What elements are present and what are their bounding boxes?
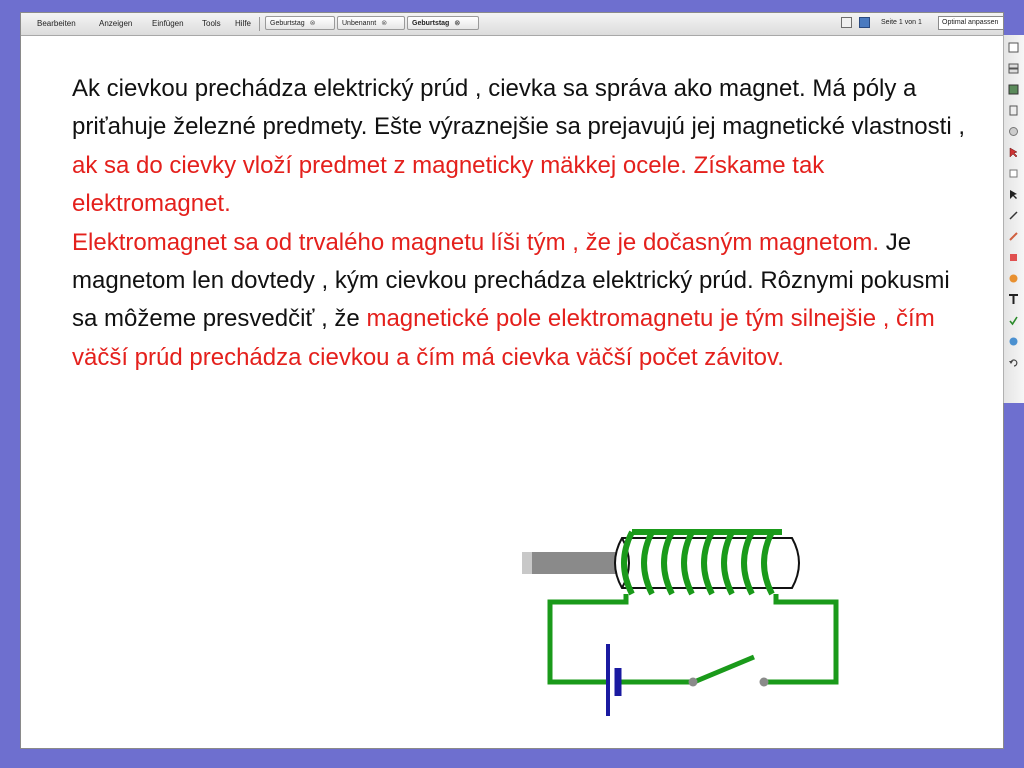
menu-einfuegen[interactable]: Einfügen: [152, 19, 184, 28]
pen-icon[interactable]: [1007, 167, 1020, 180]
zoom-icon[interactable]: [1007, 314, 1020, 327]
paragraph-coil-magnet: [72, 70, 972, 224]
close-tab-icon[interactable]: ⊗: [454, 20, 461, 27]
screen-view-icon[interactable]: [859, 17, 870, 28]
highlighted-text: Elektromagnet sa od trvalého magnetu líši tým , že je dočasným magnetom.: [72, 228, 880, 256]
menu-bar: [21, 13, 1003, 36]
highlighter-icon[interactable]: [1007, 188, 1020, 201]
text-icon[interactable]: [1007, 272, 1020, 285]
attachment-icon[interactable]: [1007, 104, 1020, 117]
tab-geburtstag-active[interactable]: [407, 16, 479, 30]
eraser-icon[interactable]: [1007, 209, 1020, 222]
capture-icon[interactable]: [1007, 335, 1020, 348]
tab-unbenannt[interactable]: [337, 16, 405, 30]
close-tab-icon[interactable]: ⊗: [309, 20, 316, 27]
paragraph-electromagnet: [72, 224, 972, 378]
page-status: Seite 1 von 1: [881, 19, 922, 26]
circuit-wires: [550, 594, 836, 682]
menu-hilfe[interactable]: Hilfe: [235, 19, 252, 28]
document-view-icon[interactable]: [841, 17, 852, 28]
tab-label: Geburtstag: [412, 20, 450, 27]
magic-pen-icon[interactable]: [1007, 125, 1020, 138]
menu-tools[interactable]: Tools: [202, 19, 221, 28]
iron-core-highlight: [522, 552, 532, 574]
tab-geburtstag-1[interactable]: [265, 16, 335, 30]
undo-icon[interactable]: [1007, 356, 1020, 369]
body-text: Ak cievkou prechádza elektrický prúd , cievka sa správa ako magnet. Má póly a priťahuje železné predmety. Ešte výraznejšie sa prejavujú jej magnetické vlastnosti ,: [72, 75, 965, 141]
switch-contact-right: [760, 678, 769, 687]
tab-label: Geburtstag: [270, 20, 305, 27]
page-sorter-icon[interactable]: [1007, 62, 1020, 75]
menu-anzeigen[interactable]: Anzeigen: [99, 19, 133, 28]
electromagnet-circuit-diagram: [518, 518, 848, 718]
select-icon[interactable]: [1007, 41, 1020, 54]
gallery-icon[interactable]: [1007, 83, 1020, 96]
zoom-select[interactable]: Optimal anpassen: [938, 16, 1004, 30]
menu-bearbeiten[interactable]: Bearbeiten: [37, 19, 76, 28]
highlighted-text: ak sa do cievky vloží predmet z magneticky mäkkej ocele. Získame tak elektromagnet.: [72, 151, 825, 218]
close-tab-icon[interactable]: ⊗: [381, 20, 388, 27]
fill-icon[interactable]: [1007, 251, 1020, 264]
highlighted-text: magnetické pole elektromagnetu je tým silnejšie , čím väčší prúd prechádza cievkou a čím má cievka väčší počet závitov.: [72, 305, 935, 371]
shapes-icon[interactable]: [1007, 230, 1020, 243]
tab-label: Unbenannt: [342, 20, 377, 27]
pointer-icon[interactable]: [1007, 146, 1020, 159]
body-text: Je magnetom len dovtedy , kým cievkou prechádza elektrický prúd. Rôznymi pokusmi sa môžeme presvedčiť , že: [72, 228, 950, 333]
properties-icon[interactable]: [1007, 293, 1020, 306]
switch-contact-left: [689, 678, 698, 687]
menu-separator: [259, 17, 260, 31]
tool-sidebar: [1003, 35, 1024, 403]
iron-core: [522, 552, 622, 574]
slide-text: [72, 70, 972, 377]
